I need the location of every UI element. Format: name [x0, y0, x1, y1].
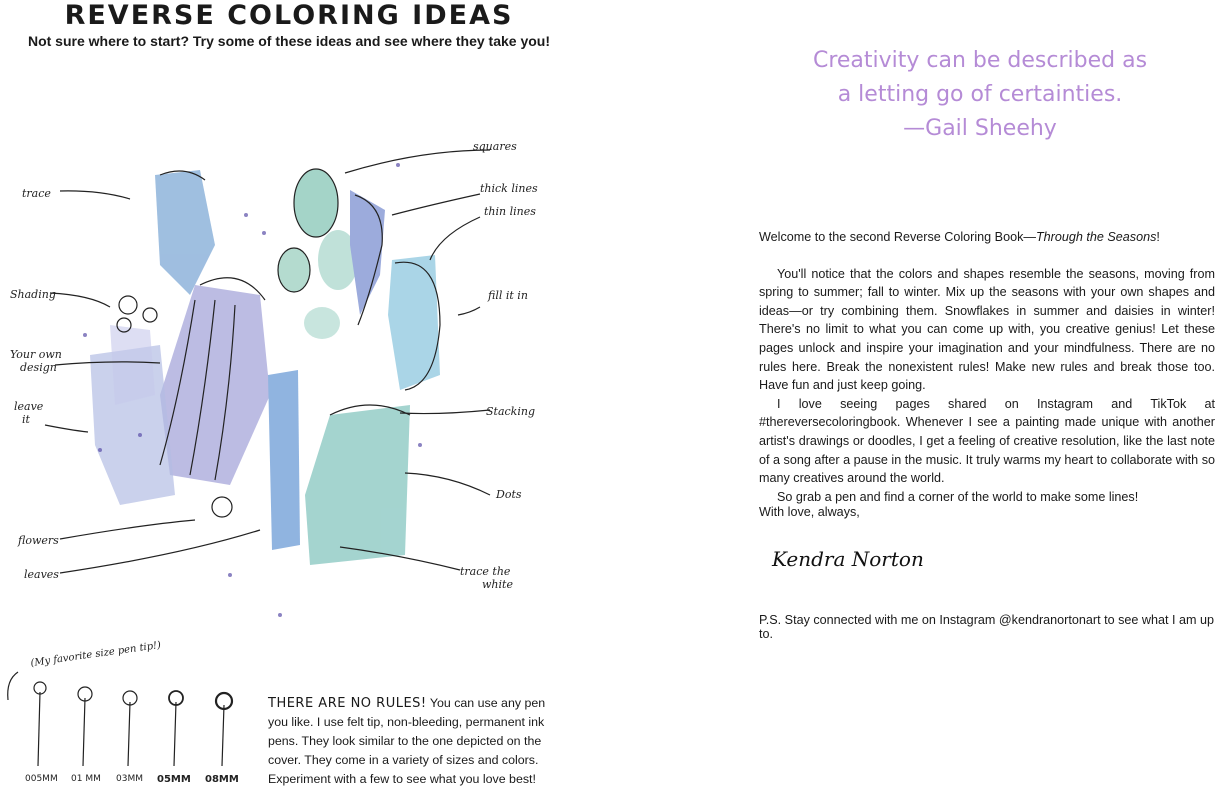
label-trace-white-line1: trace the	[460, 565, 511, 578]
pen-size-005: 005MM	[25, 774, 58, 784]
label-your-own-line2: design	[20, 361, 57, 374]
label-trace-the-white	[460, 565, 513, 591]
pen-size-03: 03MM	[116, 774, 143, 784]
welcome-letter	[759, 228, 1215, 506]
pen-size-08: 08MM	[205, 774, 239, 785]
label-fill-it-in: fill it in	[488, 289, 528, 302]
welcome-prefix: Welcome to the second Reverse Coloring Book—	[759, 230, 1036, 244]
postscript: P.S. Stay connected with me on Instagram @kendranortonart to see what I am up to.	[759, 613, 1214, 641]
quote-author: —Gail Sheehy	[903, 116, 1057, 141]
label-your-own-line1: Your own	[10, 348, 62, 361]
pen-text-body: You can use any pen you like. I use felt tip, non-bleeding, permanent ink pens. They look similar to the one depicted on the cover. They come in a variety of sizes and colors. Experiment with a few to see what you love best!	[268, 696, 546, 786]
quote-line-2: a letting go of certainties.	[837, 82, 1123, 107]
letter-paragraph-2: I love seeing pages shared on Instagram and TikTok at #thereversecoloringbook. Whenever I see a painting made unique with another artist's drawings or doodles, I get a feeling of creative resolution, like the last note of a song after a pause in the music. It truly warms my heart to collaborate with so many creatives around the world.	[759, 396, 1215, 486]
label-leaves: leaves	[24, 568, 59, 581]
page-subtitle: Not sure where to start? Try some of these ideas and see where they take you!	[27, 33, 551, 49]
quote-line-1: Creativity can be described as	[812, 48, 1148, 73]
pen-tip-note: (My favorite size pen tip!)	[29, 639, 162, 670]
book-title: Through the Seasons	[1035, 230, 1157, 244]
watercolor-illustration	[0, 95, 578, 605]
welcome-suffix: !	[1156, 230, 1160, 244]
label-trace-white-line2: white	[482, 578, 513, 591]
pen-size-01: 01 MM	[71, 774, 101, 784]
label-dots: Dots	[496, 488, 522, 501]
page-title: REVERSE COLORING IDEAS	[64, 0, 514, 31]
label-flowers: flowers	[18, 534, 59, 547]
label-thin-lines: thin lines	[484, 205, 536, 218]
letter-paragraph-1: You'll notice that the colors and shapes resemble the seasons, moving from spring to summer; fall to winter. Mix up the seasons with your own shapes and ideas—or try combining them. Snowflakes in summer and daisies in winter! There's no limit to what you can come up with, you creative genius! Let these pages unlock and inspire your imagination and your mindfulness. There are no rules here. Break the nonexistent rules! Make new rules and break those too. Have fun and just keep going.	[759, 266, 1215, 393]
pen-size-05: 05MM	[157, 774, 191, 785]
label-shading: Shading	[10, 288, 56, 301]
letter-paragraph-3: So grab a pen and find a corner of the world to make some lines!	[777, 489, 1139, 504]
label-stacking: Stacking	[486, 405, 535, 418]
label-leave-it	[14, 400, 43, 426]
label-trace: trace	[22, 187, 51, 200]
label-your-own-design	[10, 348, 62, 374]
quote	[790, 44, 1170, 146]
signature-text: Kendra Norton	[772, 547, 924, 571]
welcome-line	[759, 228, 1215, 247]
signoff: With love, always,	[759, 505, 860, 519]
signature	[768, 528, 924, 588]
pen-description	[268, 694, 558, 789]
label-leave-line1: leave	[14, 400, 44, 413]
pen-text-heading: THERE ARE NO RULES!	[268, 696, 427, 711]
pen-flowers-drawing	[0, 650, 260, 780]
label-leave-line2: it	[22, 413, 30, 426]
label-thick-lines: thick lines	[480, 182, 538, 195]
label-squares: squares	[473, 140, 517, 153]
